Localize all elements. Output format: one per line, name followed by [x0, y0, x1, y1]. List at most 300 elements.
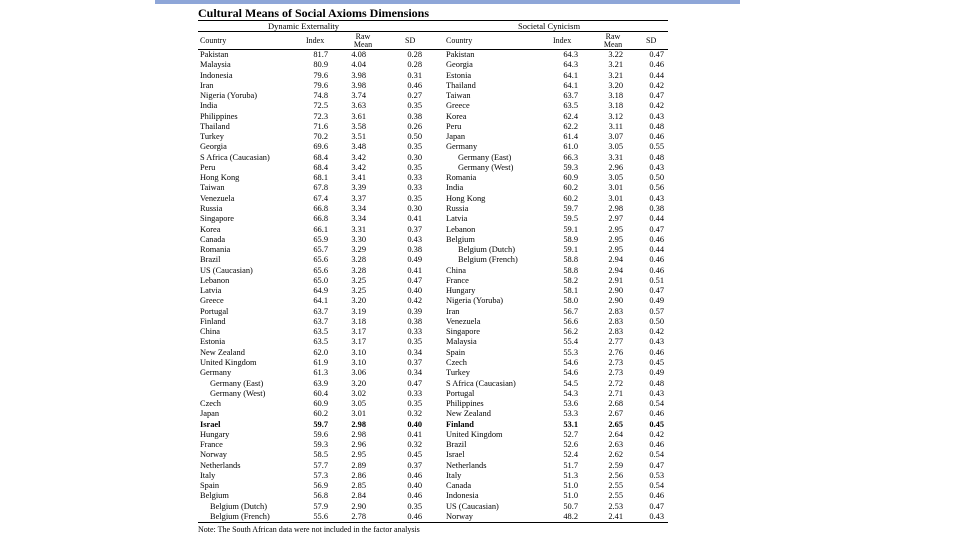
- right-sd-cell: 0.43: [649, 337, 664, 347]
- right-country-cell: Venezuela: [446, 316, 481, 326]
- right-sd-cell: 0.43: [649, 162, 664, 172]
- table-row: [198, 481, 668, 491]
- left-rawmean-cell: 3.18: [351, 316, 366, 326]
- right-rawmean-cell: 2.71: [608, 388, 623, 398]
- right-rawmean-cell: 2.53: [608, 501, 623, 511]
- right-country-cell: Singapore: [446, 327, 480, 337]
- right-index-cell: 55.4: [563, 337, 578, 347]
- column-headers: [198, 32, 668, 49]
- right-rawmean-cell: 2.55: [608, 491, 623, 501]
- right-rawmean-cell: 3.07: [608, 132, 623, 142]
- right-country-cell: Romania: [446, 173, 477, 183]
- table-row: [198, 286, 668, 296]
- right-country-cell: Spain: [446, 347, 466, 357]
- left-rawmean-cell: 3.39: [351, 183, 366, 193]
- left-country-cell: Spain: [200, 481, 220, 491]
- left-country-cell: Malaysia: [200, 60, 231, 70]
- left-sd-cell: 0.33: [407, 327, 422, 337]
- left-country-cell: Pakistan: [200, 50, 229, 59]
- left-sd-cell: 0.35: [407, 142, 422, 152]
- left-country-cell: Canada: [200, 234, 226, 244]
- left-sd-cell: 0.33: [407, 173, 422, 183]
- table-row: [198, 337, 668, 347]
- left-index-cell: 58.5: [313, 450, 328, 460]
- left-index-cell: 69.6: [313, 142, 328, 152]
- left-rawmean-cell: 3.34: [351, 203, 366, 213]
- left-rawmean-cell: 3.28: [351, 255, 366, 265]
- left-country-cell: Taiwan: [200, 183, 225, 193]
- right-sd-cell: 0.48: [649, 378, 664, 388]
- right-sd-cell: 0.43: [649, 511, 664, 521]
- top-accent-bar: [155, 0, 740, 4]
- right-sd-cell: 0.42: [649, 101, 664, 111]
- left-sd-cell: 0.28: [407, 60, 422, 70]
- right-rawmean-cell: 2.94: [608, 255, 623, 265]
- left-sd-cell: 0.33: [407, 183, 422, 193]
- left-country-cell: Czech: [200, 399, 221, 409]
- right-country-cell: Japan: [446, 132, 466, 142]
- left-country-cell: Belgium: [200, 491, 229, 501]
- left-rawmean-cell: 2.86: [351, 470, 366, 480]
- left-sd-cell: 0.34: [407, 368, 422, 378]
- right-sd-cell: 0.43: [649, 193, 664, 203]
- right-country-cell: Pakistan: [446, 50, 475, 59]
- right-dimension-heading: Societal Cynicism: [518, 21, 581, 31]
- table-row: [198, 430, 668, 440]
- right-sd-cell: 0.45: [649, 419, 664, 429]
- left-country-cell: Philippines: [200, 111, 238, 121]
- left-sd-cell: 0.32: [407, 409, 422, 419]
- left-country-cell: Nigeria (Yoruba): [200, 91, 258, 101]
- right-rawmean-cell: 3.05: [608, 173, 623, 183]
- right-sd-cell: 0.49: [649, 296, 664, 306]
- left-rawmean-cell: 2.78: [351, 511, 366, 521]
- table-row: [198, 204, 668, 214]
- left-country-cell: Venezuela: [200, 193, 235, 203]
- table-row: [198, 358, 668, 368]
- right-country-cell: S Africa (Caucasian): [446, 378, 516, 388]
- right-sd-cell: 0.46: [649, 132, 664, 142]
- right-sd-cell: 0.54: [649, 481, 664, 491]
- left-country-cell: Singapore: [200, 214, 234, 224]
- right-country-cell: Portugal: [446, 388, 475, 398]
- left-rawmean-cell: 3.20: [351, 378, 366, 388]
- right-index-cell: 58.0: [563, 296, 578, 306]
- left-index-cell: 65.9: [313, 234, 328, 244]
- left-sd-cell: 0.35: [407, 101, 422, 111]
- table-row: [198, 276, 668, 286]
- left-rawmean-cell: 3.42: [351, 152, 366, 162]
- left-rawmean-cell: 3.17: [351, 327, 366, 337]
- left-rawmean-cell: 3.02: [351, 388, 366, 398]
- left-sd-cell: 0.46: [407, 80, 422, 90]
- col-index-right: Index: [553, 36, 572, 45]
- right-index-cell: 62.2: [563, 121, 578, 131]
- left-rawmean-cell: 3.42: [351, 162, 366, 172]
- left-country-cell: Hungary: [200, 429, 230, 439]
- left-country-cell: Netherlands: [200, 460, 241, 470]
- right-sd-cell: 0.42: [649, 429, 664, 439]
- right-rawmean-cell: 2.68: [608, 399, 623, 409]
- right-sd-cell: 0.53: [649, 470, 664, 480]
- left-index-cell: 64.1: [313, 296, 328, 306]
- left-index-cell: 60.9: [313, 399, 328, 409]
- right-rawmean-cell: 2.95: [608, 245, 623, 255]
- right-rawmean-cell: 2.73: [608, 357, 623, 367]
- right-rawmean-cell: 2.64: [608, 429, 623, 439]
- left-country-cell: Romania: [200, 245, 231, 255]
- left-rawmean-cell: 3.30: [351, 234, 366, 244]
- right-index-cell: 64.3: [563, 60, 578, 70]
- right-country-cell: Peru: [446, 121, 462, 131]
- left-rawmean-cell: 3.98: [351, 80, 366, 90]
- left-index-cell: 57.7: [313, 460, 328, 470]
- left-sd-cell: 0.43: [407, 234, 422, 244]
- right-index-cell: 59.3: [563, 162, 578, 172]
- right-sd-cell: 0.57: [649, 306, 664, 316]
- right-country-cell: India: [446, 183, 464, 193]
- left-country-cell: India: [200, 101, 218, 111]
- left-rawmean-cell: 2.89: [351, 460, 366, 470]
- left-rawmean-cell: 3.61: [351, 111, 366, 121]
- left-index-cell: 61.3: [313, 368, 328, 378]
- right-country-cell: Estonia: [446, 70, 472, 80]
- right-index-cell: 51.0: [563, 481, 578, 491]
- right-country-cell: Italy: [446, 470, 462, 480]
- left-index-cell: 59.3: [313, 440, 328, 450]
- left-index-cell: 57.3: [313, 470, 328, 480]
- right-sd-cell: 0.55: [649, 142, 664, 152]
- left-index-cell: 66.1: [313, 224, 328, 234]
- left-index-cell: 70.2: [313, 132, 328, 142]
- left-rawmean-cell: 2.95: [351, 450, 366, 460]
- left-rawmean-cell: 3.25: [351, 275, 366, 285]
- right-index-cell: 54.6: [563, 368, 578, 378]
- left-sd-cell: 0.27: [407, 91, 422, 101]
- right-index-cell: 48.2: [563, 511, 578, 521]
- right-sd-cell: 0.44: [649, 245, 664, 255]
- left-index-cell: 81.7: [313, 50, 328, 59]
- left-sd-cell: 0.35: [407, 162, 422, 172]
- right-index-cell: 64.1: [563, 80, 578, 90]
- right-index-cell: 66.3: [563, 152, 578, 162]
- right-rawmean-cell: 2.72: [608, 378, 623, 388]
- left-rawmean-cell: 3.17: [351, 337, 366, 347]
- right-index-cell: 59.1: [563, 245, 578, 255]
- left-index-cell: 59.6: [313, 429, 328, 439]
- right-country-cell: Latvia: [446, 214, 468, 224]
- left-index-cell: 63.7: [313, 306, 328, 316]
- right-rawmean-cell: 2.56: [608, 470, 623, 480]
- right-country-cell: Malaysia: [446, 337, 477, 347]
- right-country-cell: Israel: [446, 450, 465, 460]
- right-rawmean-cell: 3.05: [608, 142, 623, 152]
- left-sd-cell: 0.41: [407, 265, 422, 275]
- right-index-cell: 64.3: [563, 50, 578, 59]
- left-rawmean-cell: 3.05: [351, 399, 366, 409]
- left-index-cell: 79.6: [313, 70, 328, 80]
- left-index-cell: 61.9: [313, 357, 328, 367]
- right-country-cell: United Kingdom: [446, 429, 503, 439]
- left-index-cell: 68.1: [313, 173, 328, 183]
- table-row: [198, 471, 668, 481]
- left-index-cell: 65.7: [313, 245, 328, 255]
- right-index-cell: 54.5: [563, 378, 578, 388]
- left-rawmean-cell: 3.25: [351, 286, 366, 296]
- left-rawmean-cell: 3.20: [351, 296, 366, 306]
- left-index-cell: 59.7: [313, 419, 328, 429]
- right-rawmean-cell: 2.55: [608, 481, 623, 491]
- left-sd-cell: 0.38: [407, 111, 422, 121]
- right-index-cell: 50.7: [563, 501, 578, 511]
- right-country-cell: Hong Kong: [446, 193, 486, 203]
- left-index-cell: 62.0: [313, 347, 328, 357]
- right-index-cell: 58.8: [563, 265, 578, 275]
- right-country-cell: Netherlands: [446, 460, 487, 470]
- left-country-cell: Iran: [200, 80, 214, 90]
- left-country-cell: United Kingdom: [200, 357, 257, 367]
- table-row: [198, 132, 668, 142]
- table-row: [198, 491, 668, 501]
- left-country-cell: Norway: [200, 450, 227, 460]
- right-index-cell: 51.3: [563, 470, 578, 480]
- right-country-cell: Taiwan: [446, 91, 471, 101]
- right-sd-cell: 0.46: [649, 440, 664, 450]
- table-row: [198, 255, 668, 265]
- left-sd-cell: 0.46: [407, 511, 422, 521]
- table-row: [198, 450, 668, 460]
- left-rawmean-cell: 3.31: [351, 224, 366, 234]
- left-country-cell: Latvia: [200, 286, 222, 296]
- left-sd-cell: 0.35: [407, 501, 422, 511]
- left-sd-cell: 0.46: [407, 470, 422, 480]
- left-rawmean-cell: 4.04: [351, 60, 366, 70]
- table-row: [198, 389, 668, 399]
- right-country-cell: Germany (West): [458, 162, 514, 172]
- right-sd-cell: 0.42: [649, 327, 664, 337]
- col-sd-left: SD: [405, 36, 416, 45]
- left-index-cell: 60.2: [313, 409, 328, 419]
- right-rawmean-cell: 2.77: [608, 337, 623, 347]
- table-row: [198, 368, 668, 378]
- right-index-cell: 54.3: [563, 388, 578, 398]
- left-sd-cell: 0.38: [407, 245, 422, 255]
- table-row: [198, 142, 668, 152]
- right-sd-cell: 0.46: [649, 60, 664, 70]
- left-sd-cell: 0.41: [407, 429, 422, 439]
- right-index-cell: 63.7: [563, 91, 578, 101]
- right-sd-cell: 0.49: [649, 368, 664, 378]
- left-rawmean-cell: 2.98: [351, 429, 366, 439]
- left-index-cell: 72.3: [313, 111, 328, 121]
- left-index-cell: 71.6: [313, 121, 328, 131]
- right-rawmean-cell: 2.90: [608, 286, 623, 296]
- right-country-cell: Russia: [446, 203, 469, 213]
- right-sd-cell: 0.54: [649, 399, 664, 409]
- left-country-cell: China: [200, 327, 221, 337]
- right-sd-cell: 0.46: [649, 409, 664, 419]
- table-row: [198, 91, 668, 101]
- right-rawmean-cell: 3.01: [608, 193, 623, 203]
- left-sd-cell: 0.31: [407, 70, 422, 80]
- table-row: [198, 502, 668, 512]
- table-row: [198, 245, 668, 255]
- right-sd-cell: 0.43: [649, 111, 664, 121]
- left-rawmean-cell: 3.63: [351, 101, 366, 111]
- left-dimension-heading: Dynamic Externality: [268, 21, 340, 31]
- table-row: [198, 153, 668, 163]
- right-index-cell: 60.2: [563, 183, 578, 193]
- right-sd-cell: 0.47: [649, 50, 664, 59]
- left-country-cell: Italy: [200, 470, 216, 480]
- right-country-cell: France: [446, 275, 469, 285]
- left-sd-cell: 0.28: [407, 50, 422, 59]
- left-sd-cell: 0.40: [407, 481, 422, 491]
- right-rawmean-cell: 2.95: [608, 234, 623, 244]
- right-country-cell: Thailand: [446, 80, 476, 90]
- left-country-cell: Germany: [200, 368, 232, 378]
- right-rawmean-cell: 2.94: [608, 265, 623, 275]
- right-rawmean-cell: 2.91: [608, 275, 623, 285]
- right-sd-cell: 0.50: [649, 316, 664, 326]
- table-row: [198, 379, 668, 389]
- left-index-cell: 68.4: [313, 162, 328, 172]
- right-index-cell: 61.0: [563, 142, 578, 152]
- right-index-cell: 60.9: [563, 173, 578, 183]
- left-country-cell: Russia: [200, 203, 223, 213]
- right-country-cell: Canada: [446, 481, 472, 491]
- left-sd-cell: 0.30: [407, 203, 422, 213]
- document-table: [198, 6, 668, 535]
- table-row: [198, 214, 668, 224]
- bottom-rule: [198, 522, 668, 523]
- right-index-cell: 54.6: [563, 357, 578, 367]
- left-sd-cell: 0.45: [407, 450, 422, 460]
- right-rawmean-cell: 2.90: [608, 296, 623, 306]
- left-country-cell: Peru: [200, 162, 216, 172]
- left-index-cell: 68.4: [313, 152, 328, 162]
- right-country-cell: China: [446, 265, 467, 275]
- table-row: [198, 440, 668, 450]
- right-sd-cell: 0.46: [649, 265, 664, 275]
- right-index-cell: 58.8: [563, 255, 578, 265]
- right-rawmean-cell: 2.95: [608, 224, 623, 234]
- right-sd-cell: 0.48: [649, 121, 664, 131]
- right-rawmean-cell: 2.97: [608, 214, 623, 224]
- left-sd-cell: 0.37: [407, 224, 422, 234]
- table-row: [198, 409, 668, 419]
- right-country-cell: Lebanon: [446, 224, 476, 234]
- right-sd-cell: 0.46: [649, 234, 664, 244]
- right-sd-cell: 0.56: [649, 183, 664, 193]
- right-country-cell: US (Caucasian): [446, 501, 499, 511]
- table-row: [198, 225, 668, 235]
- right-sd-cell: 0.42: [649, 80, 664, 90]
- table-row: [198, 50, 668, 60]
- right-rawmean-cell: 3.11: [608, 121, 623, 131]
- left-country-cell: Japan: [200, 409, 220, 419]
- table-row: [198, 461, 668, 471]
- right-index-cell: 52.6: [563, 440, 578, 450]
- left-sd-cell: 0.35: [407, 399, 422, 409]
- right-country-cell: Norway: [446, 511, 473, 521]
- left-rawmean-cell: 2.84: [351, 491, 366, 501]
- right-rawmean-cell: 2.67: [608, 409, 623, 419]
- left-sd-cell: 0.42: [407, 296, 422, 306]
- left-sd-cell: 0.50: [407, 132, 422, 142]
- right-index-cell: 52.7: [563, 429, 578, 439]
- left-rawmean-cell: 3.48: [351, 142, 366, 152]
- left-country-cell: New Zealand: [200, 347, 245, 357]
- right-country-cell: Nigeria (Yoruba): [446, 296, 504, 306]
- left-rawmean-cell: 2.90: [351, 501, 366, 511]
- left-sd-cell: 0.26: [407, 121, 422, 131]
- left-country-cell: Belgium (French): [210, 511, 270, 521]
- right-sd-cell: 0.47: [649, 460, 664, 470]
- right-country-cell: New Zealand: [446, 409, 491, 419]
- right-index-cell: 61.4: [563, 132, 578, 142]
- left-index-cell: 55.6: [313, 511, 328, 521]
- table-row: [198, 512, 668, 522]
- right-index-cell: 56.2: [563, 327, 578, 337]
- right-sd-cell: 0.44: [649, 70, 664, 80]
- right-rawmean-cell: 3.21: [608, 70, 623, 80]
- right-sd-cell: 0.54: [649, 450, 664, 460]
- left-index-cell: 66.8: [313, 214, 328, 224]
- table-row: [198, 81, 668, 91]
- right-country-cell: Greece: [446, 101, 470, 111]
- table-row: [198, 163, 668, 173]
- left-index-cell: 74.8: [313, 91, 328, 101]
- left-index-cell: 63.5: [313, 337, 328, 347]
- right-sd-cell: 0.48: [649, 152, 664, 162]
- right-index-cell: 58.9: [563, 234, 578, 244]
- right-rawmean-cell: 2.96: [608, 162, 623, 172]
- right-rawmean-cell: 2.83: [608, 327, 623, 337]
- right-country-cell: Turkey: [446, 368, 470, 378]
- col-index-left: Index: [306, 36, 325, 45]
- left-country-cell: Indonesia: [200, 70, 233, 80]
- table-row: [198, 266, 668, 276]
- left-rawmean-cell: 3.34: [351, 214, 366, 224]
- table-row: [198, 307, 668, 317]
- left-rawmean-cell: 3.10: [351, 347, 366, 357]
- table-row: [198, 420, 668, 430]
- left-index-cell: 80.9: [313, 60, 328, 70]
- right-sd-cell: 0.47: [649, 286, 664, 296]
- right-index-cell: 62.4: [563, 111, 578, 121]
- right-index-cell: 56.6: [563, 316, 578, 326]
- right-rawmean-cell: 2.63: [608, 440, 623, 450]
- right-sd-cell: 0.47: [649, 91, 664, 101]
- right-rawmean-cell: 2.83: [608, 316, 623, 326]
- left-sd-cell: 0.35: [407, 193, 422, 203]
- col-rawmean-right: Raw Mean: [603, 32, 623, 49]
- right-sd-cell: 0.50: [649, 173, 664, 183]
- left-rawmean-cell: 2.98: [351, 419, 366, 429]
- left-rawmean-cell: 3.29: [351, 245, 366, 255]
- left-sd-cell: 0.37: [407, 460, 422, 470]
- left-index-cell: 66.8: [313, 203, 328, 213]
- left-sd-cell: 0.40: [407, 419, 422, 429]
- table-row: [198, 122, 668, 132]
- table-body: [198, 50, 668, 522]
- left-country-cell: Korea: [200, 224, 221, 234]
- left-rawmean-cell: 3.98: [351, 70, 366, 80]
- right-rawmean-cell: 3.31: [608, 152, 623, 162]
- right-country-cell: Czech: [446, 357, 467, 367]
- left-index-cell: 65.6: [313, 255, 328, 265]
